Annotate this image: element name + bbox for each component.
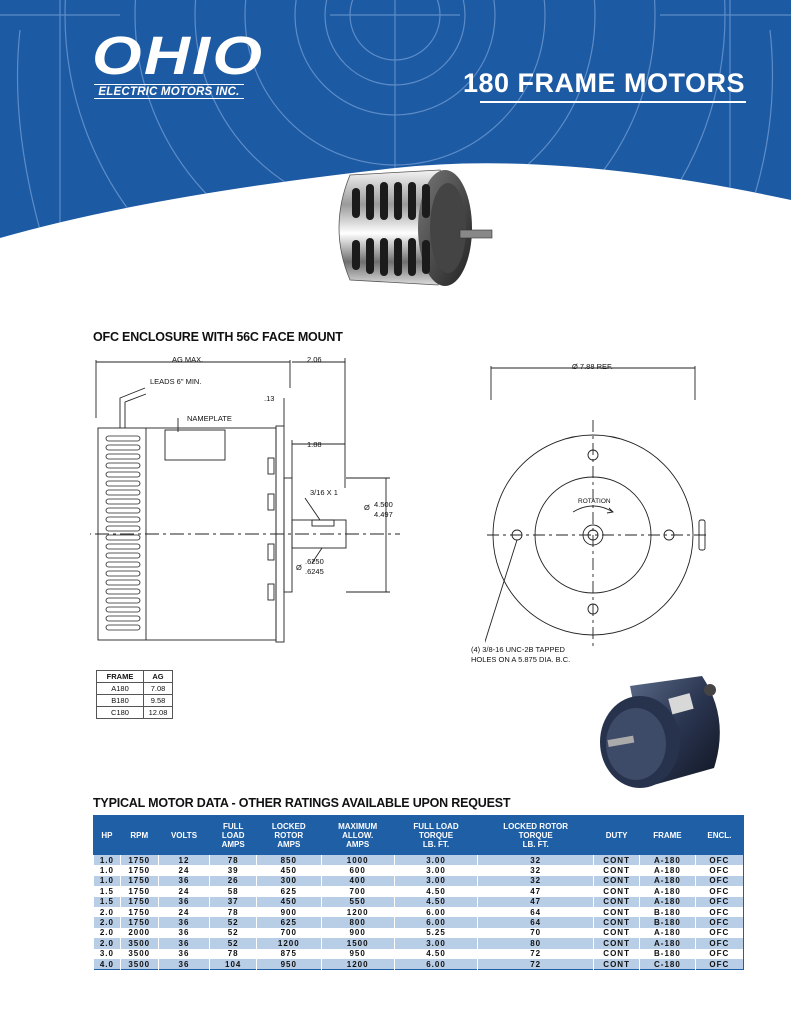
table-cell: 1750 [120, 865, 158, 875]
ag-cell-value: 7.08 [144, 683, 173, 695]
col-max-allow-amps: MAXIMUM ALLOW. AMPS [321, 816, 394, 855]
table-cell: 52 [210, 928, 257, 938]
table-cell: CONT [594, 959, 640, 970]
logo-wordmark: OHIO [92, 26, 265, 86]
table-cell: 2.0 [94, 928, 121, 938]
ag-cell-frame: B180 [97, 695, 144, 707]
table-cell: OFC [695, 907, 743, 917]
table-body [94, 855, 744, 970]
table-cell: 3.0 [94, 949, 121, 959]
table-cell: 1750 [120, 855, 158, 866]
table-row [94, 949, 744, 959]
table-cell: 3500 [120, 949, 158, 959]
table-cell: 6.00 [394, 917, 477, 927]
table-row [94, 928, 744, 938]
table-cell: 3500 [120, 938, 158, 948]
col-full-load-amps: FULL LOAD AMPS [210, 816, 257, 855]
ag-cell-value: 9.58 [144, 695, 173, 707]
table-cell: 52 [210, 917, 257, 927]
rotation-label: ROTATION [578, 498, 611, 505]
table-cell: 400 [321, 876, 394, 886]
table-cell: 78 [210, 907, 257, 917]
table-cell: 58 [210, 886, 257, 896]
table-cell: 70 [478, 928, 594, 938]
motor-photo-dark [590, 668, 730, 793]
table-cell: CONT [594, 876, 640, 886]
tapped-holes-line1: (4) 3/8-16 UNC-2B TAPPED [471, 645, 565, 654]
table-cell: OFC [695, 949, 743, 959]
company-logo [92, 26, 265, 100]
table-row [94, 938, 744, 948]
table-cell: A-180 [640, 855, 696, 866]
dim-dia-symbol-b: Ø [296, 563, 302, 572]
table-cell: 700 [321, 886, 394, 896]
table-cell: 850 [257, 855, 321, 866]
motor-data-table [93, 815, 744, 970]
table-cell: 900 [257, 907, 321, 917]
table-cell: OFC [695, 959, 743, 970]
table-cell: B-180 [640, 907, 696, 917]
dim-nameplate: NAMEPLATE [187, 414, 232, 423]
table-cell: 36 [158, 928, 210, 938]
table-cell: 78 [210, 949, 257, 959]
table-cell: 24 [158, 907, 210, 917]
table-cell: 1200 [321, 959, 394, 970]
table-cell: 1750 [120, 876, 158, 886]
table-cell: 4.50 [394, 949, 477, 959]
col-full-load-torque: FULL LOAD TORQUE LB. FT. [394, 816, 477, 855]
table-cell: 104 [210, 959, 257, 970]
table-cell: 1.0 [94, 876, 121, 886]
ag-cell-frame: C180 [97, 707, 144, 719]
table-cell: 36 [158, 897, 210, 907]
dim-dia-symbol-a: Ø [364, 503, 370, 512]
table-cell: 1750 [120, 886, 158, 896]
table-cell: 1000 [321, 855, 394, 866]
ag-cell-value: 12.08 [144, 707, 173, 719]
dim-4500: 4.500 [374, 500, 393, 509]
table-cell: 32 [478, 865, 594, 875]
col-encl: ENCL. [695, 816, 743, 855]
table-cell: B-180 [640, 917, 696, 927]
table-row [94, 959, 744, 970]
table-cell: 36 [158, 949, 210, 959]
table-cell: 4.50 [394, 886, 477, 896]
ag-row [97, 707, 173, 719]
col-volts: VOLTS [158, 816, 210, 855]
table-cell: 450 [257, 865, 321, 875]
dim-6245: .6245 [305, 567, 324, 576]
table-cell: 47 [478, 897, 594, 907]
table-cell: 3.00 [394, 876, 477, 886]
table-cell: 1750 [120, 897, 158, 907]
ag-header-ag: AG [144, 671, 173, 683]
dim-4497: 4.497 [374, 510, 393, 519]
table-header-row [94, 816, 744, 855]
table-cell: 36 [158, 959, 210, 970]
table-cell: 550 [321, 897, 394, 907]
table-cell: 24 [158, 886, 210, 896]
table-cell: 1200 [257, 938, 321, 948]
table-cell: 300 [257, 876, 321, 886]
ag-header-frame: FRAME [97, 671, 144, 683]
table-cell: CONT [594, 897, 640, 907]
table-cell: CONT [594, 907, 640, 917]
table-cell: 3.00 [394, 865, 477, 875]
table-cell: OFC [695, 876, 743, 886]
table-cell: OFC [695, 865, 743, 875]
table-cell: 1.0 [94, 865, 121, 875]
table-cell: CONT [594, 938, 640, 948]
table-cell: 64 [478, 917, 594, 927]
ag-row [97, 683, 173, 695]
frame-ag-table [96, 670, 173, 719]
col-frame: FRAME [640, 816, 696, 855]
table-cell: 625 [257, 917, 321, 927]
table-cell: 72 [478, 949, 594, 959]
table-cell: CONT [594, 949, 640, 959]
table-cell: 700 [257, 928, 321, 938]
table-cell: OFC [695, 886, 743, 896]
table-cell: OFC [695, 938, 743, 948]
table-cell: 3500 [120, 959, 158, 970]
table-cell: A-180 [640, 928, 696, 938]
table-cell: 600 [321, 865, 394, 875]
dim-key: 3/16 X 1 [310, 488, 338, 497]
col-locked-rotor-amps: LOCKED ROTOR AMPS [257, 816, 321, 855]
dim-206: 2.06 [307, 355, 322, 364]
table-cell: 950 [321, 949, 394, 959]
table-row [94, 855, 744, 866]
ag-cell-frame: A180 [97, 683, 144, 695]
dim-188: 1.88 [307, 440, 322, 449]
table-row [94, 907, 744, 917]
table-cell: OFC [695, 897, 743, 907]
table-cell: 72 [478, 959, 594, 970]
table-cell: 12 [158, 855, 210, 866]
table-cell: 2.0 [94, 917, 121, 927]
table-cell: 80 [478, 938, 594, 948]
table-cell: C-180 [640, 959, 696, 970]
dim-leads: LEADS 6" MIN. [150, 377, 202, 386]
table-cell: A-180 [640, 938, 696, 948]
table-cell: 625 [257, 886, 321, 896]
table-cell: CONT [594, 865, 640, 875]
page-title: 180 FRAME MOTORS [462, 68, 745, 98]
table-cell: 2.0 [94, 907, 121, 917]
table-row [94, 897, 744, 907]
table-cell: 2000 [120, 928, 158, 938]
side-view-drawing [90, 348, 400, 648]
table-cell: OFC [695, 917, 743, 927]
table-cell: OFC [695, 928, 743, 938]
dim-ag-max: AG MAX. [172, 355, 204, 364]
table-cell: A-180 [640, 865, 696, 875]
table-cell: 37 [210, 897, 257, 907]
table-cell: 875 [257, 949, 321, 959]
table-cell: 1.5 [94, 897, 121, 907]
col-duty: DUTY [594, 816, 640, 855]
table-cell: 32 [478, 876, 594, 886]
table-cell: 64 [478, 907, 594, 917]
table-cell: 52 [210, 938, 257, 948]
table-cell: 6.00 [394, 907, 477, 917]
table-cell: CONT [594, 855, 640, 866]
table-cell: 36 [158, 876, 210, 886]
table-cell: 1.0 [94, 855, 121, 866]
table-cell: CONT [594, 928, 640, 938]
table-cell: 36 [158, 938, 210, 948]
table-cell: 1200 [321, 907, 394, 917]
table-row [94, 865, 744, 875]
table-cell: 39 [210, 865, 257, 875]
table-cell: A-180 [640, 897, 696, 907]
table-cell: 24 [158, 865, 210, 875]
front-view-drawing [485, 360, 715, 660]
ag-row [97, 695, 173, 707]
dim-13: .13 [264, 394, 275, 403]
motor-photo-silver [320, 160, 495, 295]
table-cell: 800 [321, 917, 394, 927]
table-row [94, 886, 744, 896]
table-cell: A-180 [640, 886, 696, 896]
drawing-heading: OFC ENCLOSURE WITH 56C FACE MOUNT [93, 330, 343, 344]
table-cell: CONT [594, 886, 640, 896]
table-cell: 1.5 [94, 886, 121, 896]
table-cell: 3.00 [394, 938, 477, 948]
col-hp: HP [94, 816, 121, 855]
table-cell: 4.50 [394, 897, 477, 907]
table-cell: 26 [210, 876, 257, 886]
table-cell: 3.00 [394, 855, 477, 866]
table-row [94, 917, 744, 927]
table-cell: 78 [210, 855, 257, 866]
table-cell: 1750 [120, 917, 158, 927]
table-cell: 2.0 [94, 938, 121, 948]
table-cell: 32 [478, 855, 594, 866]
table-cell: 36 [158, 917, 210, 927]
dim-ref-dia: Ø 7.88 REF. [572, 362, 613, 371]
logo-subtitle: ELECTRIC MOTORS INC. [94, 84, 244, 99]
table-cell: 4.0 [94, 959, 121, 970]
table-cell: A-180 [640, 876, 696, 886]
table-cell: 1500 [321, 938, 394, 948]
table-cell: 1750 [120, 907, 158, 917]
table-cell: 47 [478, 886, 594, 896]
table-cell: 5.25 [394, 928, 477, 938]
title-underline [480, 101, 746, 103]
tapped-holes-line2: HOLES ON A 5.875 DIA. B.C. [471, 655, 571, 664]
dim-6250: .6250 [305, 557, 324, 566]
table-cell: B-180 [640, 949, 696, 959]
col-rpm: RPM [120, 816, 158, 855]
data-heading: TYPICAL MOTOR DATA - OTHER RATINGS AVAILABLE UPON REQUEST [93, 796, 511, 810]
table-cell: 450 [257, 897, 321, 907]
table-cell: 6.00 [394, 959, 477, 970]
col-locked-rotor-torque: LOCKED ROTOR TORQUE LB. FT. [478, 816, 594, 855]
table-cell: 950 [257, 959, 321, 970]
table-row [94, 876, 744, 886]
table-cell: 900 [321, 928, 394, 938]
table-cell: CONT [594, 917, 640, 927]
table-cell: OFC [695, 855, 743, 866]
